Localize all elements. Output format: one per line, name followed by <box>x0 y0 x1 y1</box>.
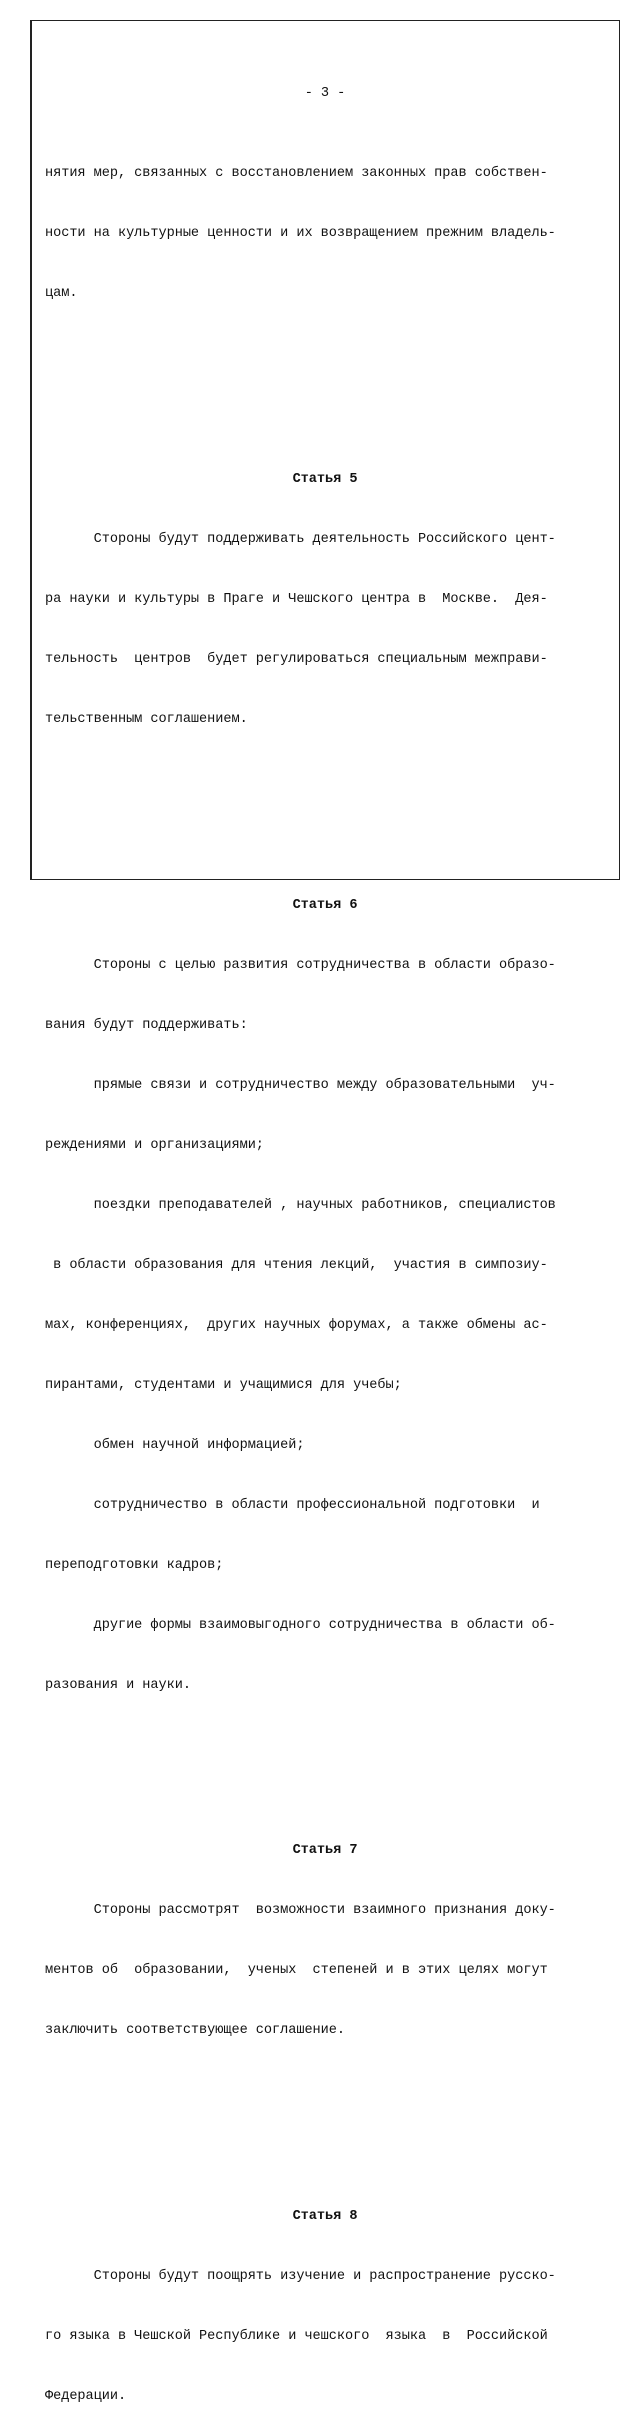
article-8-line: Федерации. <box>45 2389 127 2404</box>
section-gap <box>45 364 605 410</box>
intro-line: цам. <box>45 286 78 301</box>
document-body <box>45 44 605 2427</box>
article-7-line: заключить соответствующее соглашение. <box>45 2023 345 2038</box>
article-6-line: сотрудничество в области профессиональной подготовки и <box>45 1498 540 1513</box>
article-6-heading: Статья 6 <box>292 898 358 913</box>
article-8-line: Стороны будут поощрять изучение и распространение русско- <box>45 2269 556 2284</box>
article-8-heading: Статья 8 <box>292 2209 358 2224</box>
article-6-line: пирантами, студентами и учащимися для учебы; <box>45 1378 402 1393</box>
section-gap <box>45 1756 605 1781</box>
section-gap <box>45 2101 605 2147</box>
article-8-line: го языка в Чешской Республике и чешского языка в Российской <box>45 2329 548 2344</box>
article-6-line: вания будут поддерживать: <box>45 1018 248 1033</box>
intro-line: ности на культурные ценности и их возвращением прежним владель- <box>45 226 556 241</box>
article-5-line: ра науки и культуры в Праге и Чешского центра в Москве. Дея- <box>45 592 548 607</box>
article-6-line: прямые связи и сотрудничество между образовательными уч- <box>45 1078 556 1093</box>
article-6-line: мах, конференциях, других научных форумах, а также обмены ас- <box>45 1318 548 1333</box>
article-7-line: Стороны рассмотрят возможности взаимного признания доку- <box>45 1903 556 1918</box>
article-6-line: поездки преподавателей , научных работников, специалистов <box>45 1198 556 1213</box>
article-6-line: реждениями и организациями; <box>45 1138 264 1153</box>
article-5-line: тельственным соглашением. <box>45 712 248 727</box>
article-7-line: ментов об образовании, ученых степеней и в этих целях могут <box>45 1963 548 1978</box>
article-5-heading: Статья 5 <box>292 472 358 487</box>
article-6-line: разования и науки. <box>45 1678 191 1693</box>
article-6-line: Стороны с целью развития сотрудничества в области образо- <box>45 958 556 973</box>
article-6-line: в области образования для чтения лекций, участия в симпозиу- <box>45 1258 548 1273</box>
article-5-line: Стороны будут поддерживать деятельность Российского цент- <box>45 532 556 547</box>
intro-line: нятия мер, связанных с восстановлением законных прав собствен- <box>45 166 548 181</box>
article-7-heading: Статья 7 <box>292 1843 358 1858</box>
article-6-line: переподготовки кадров; <box>45 1558 224 1573</box>
page-number: - 3 - <box>304 86 346 101</box>
article-5-line: тельность центров будет регулироваться специальным межправи- <box>45 652 548 667</box>
article-6-line: обмен научной информацией; <box>45 1438 305 1453</box>
article-6-line: другие формы взаимовыгодного сотрудничества в области об- <box>45 1618 556 1633</box>
section-gap <box>45 790 605 836</box>
